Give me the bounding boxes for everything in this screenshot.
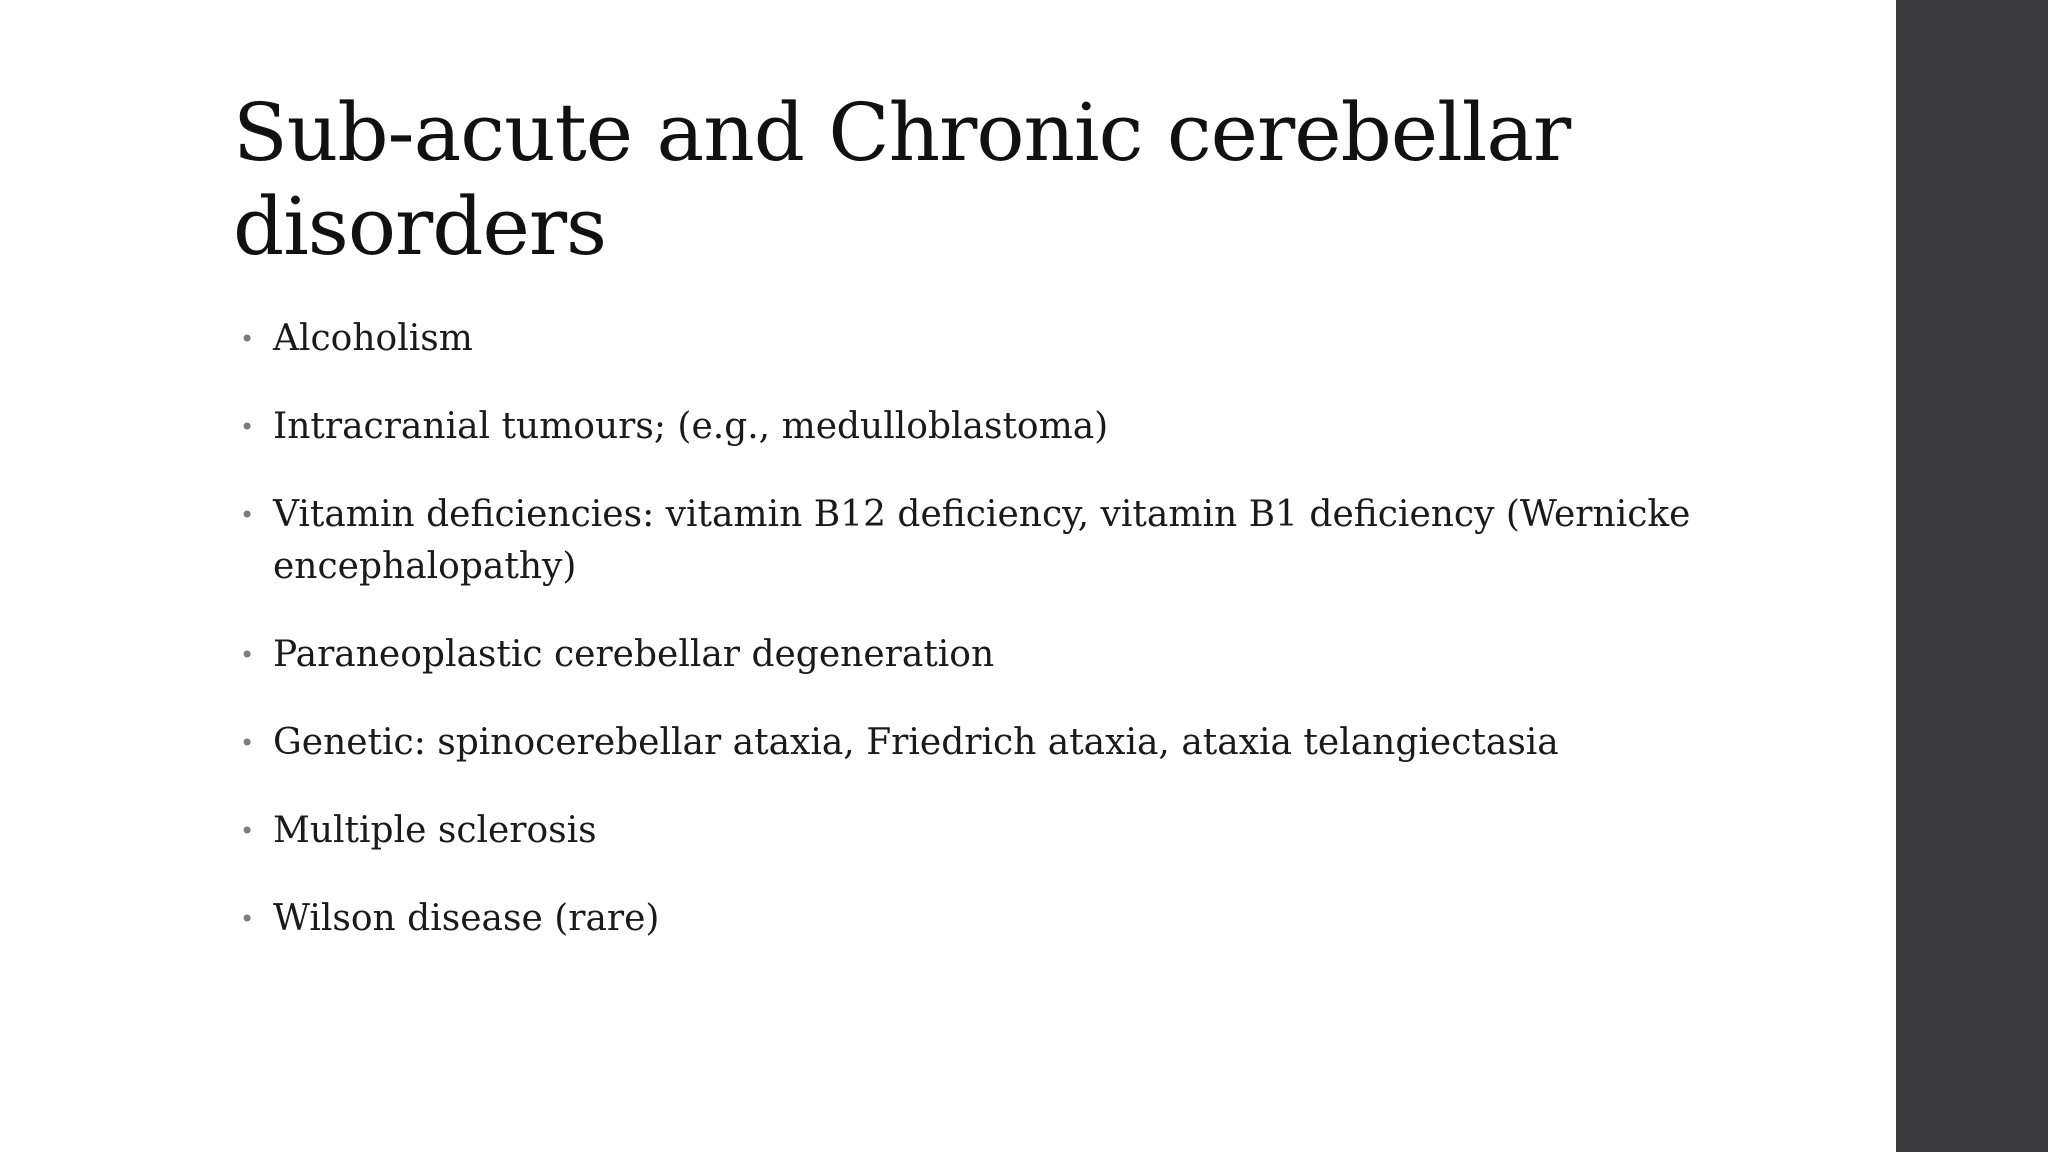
bullet-dot: • xyxy=(240,325,255,353)
bullet-text: Paraneoplastic cerebellar degeneration xyxy=(273,634,995,675)
bullet-item-vitamin-deficiencies xyxy=(240,489,1720,593)
bullet-dot: • xyxy=(240,905,255,933)
bullet-text: Vitamin deficiencies: vitamin B12 deficiency, vitamin B1 deficiency (Wernicke encephalopathy) xyxy=(273,494,1691,587)
bullet-item-intracranial-tumours xyxy=(240,401,1720,453)
bullet-text: Alcoholism xyxy=(273,318,473,359)
bullet-text: Multiple sclerosis xyxy=(273,810,597,851)
bullet-dot: • xyxy=(240,817,255,845)
bullet-text: Wilson disease (rare) xyxy=(273,898,660,939)
slide-title: Sub-acute and Chronic cerebellar disorders xyxy=(233,86,1571,273)
bullet-dot: • xyxy=(240,729,255,757)
bullet-item-genetic xyxy=(240,717,1720,769)
side-accent-bar xyxy=(1896,0,2048,1152)
bullet-item-paraneoplastic xyxy=(240,629,1720,681)
bullet-text: Genetic: spinocerebellar ataxia, Friedrich ataxia, ataxia telangiectasia xyxy=(273,722,1559,763)
bullet-item-alcoholism xyxy=(240,313,1720,365)
bullet-dot: • xyxy=(240,501,255,529)
bullet-list xyxy=(240,313,1720,981)
bullet-dot: • xyxy=(240,641,255,669)
bullet-item-wilson-disease xyxy=(240,893,1720,945)
bullet-dot: • xyxy=(240,413,255,441)
bullet-item-multiple-sclerosis xyxy=(240,805,1720,857)
bullet-text: Intracranial tumours; (e.g., medulloblastoma) xyxy=(273,406,1109,447)
